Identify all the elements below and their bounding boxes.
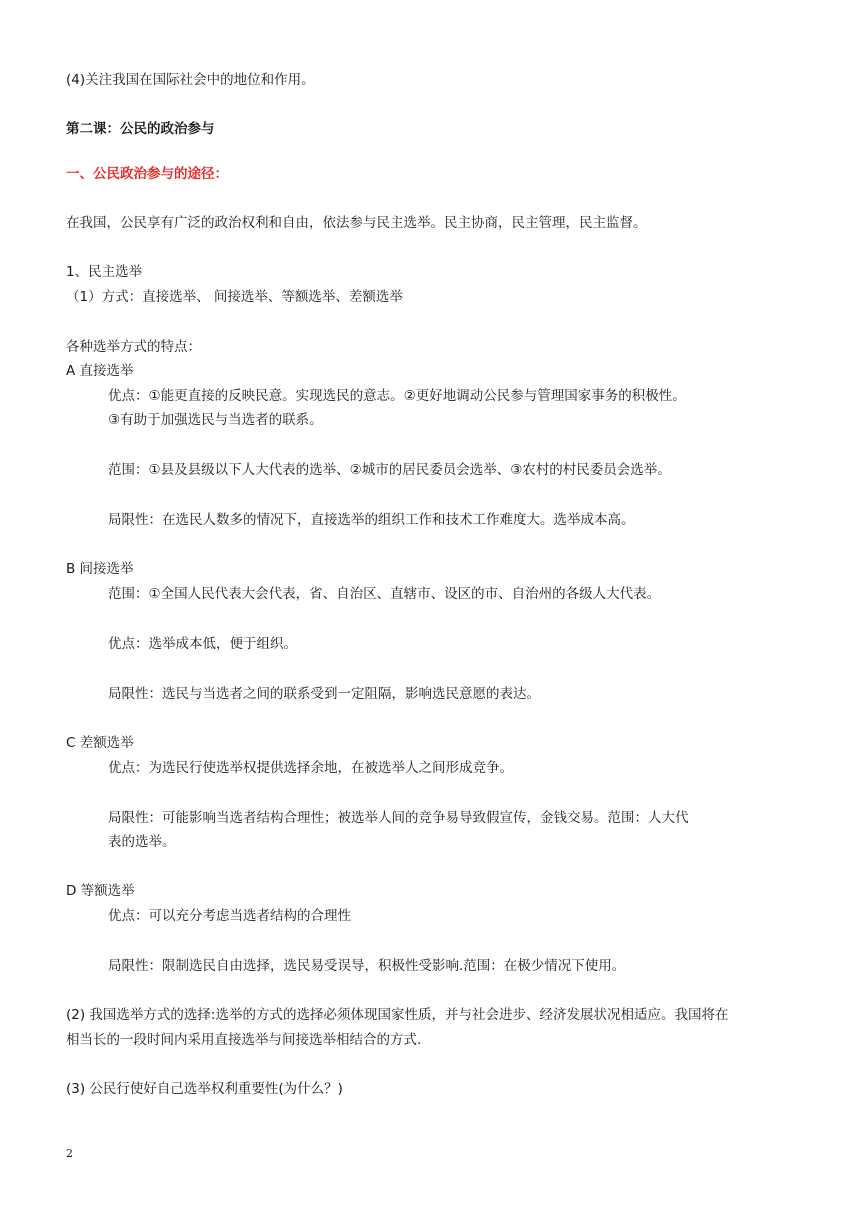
item2-paragraph-cont: 相当长的一段时间内采用直接选举与间接选举相结合的方式. — [66, 1032, 422, 1048]
equal-election-advantages: 优点：可以充分考虑当选者结构的合理性 — [108, 908, 351, 924]
equal-election-limitation: 局限性：限制选民自由选择，选民易受误导，积极性受影响.范围：在极少情况下使用。 — [108, 958, 626, 974]
features-title: 各种选举方式的特点： — [66, 339, 201, 355]
competitive-election-limitation-cont: 表的选举。 — [108, 834, 176, 850]
intro-paragraph: 在我国，公民享有广泛的政治权利和自由，依法参与民主选举。民主协商，民主管理，民主监督。 — [66, 215, 647, 231]
direct-election-advantages-cont: ③有助于加强选民与当选者的联系。 — [108, 412, 323, 428]
indirect-election-scope: 范围：①全国人民代表大会代表，省、自治区、直辖市、设区的市、自治州的各级人大代表。 — [108, 586, 661, 602]
direct-election-limitation: 局限性：在选民人数多的情况下，直接选举的组织工作和技术工作难度大。选举成本高。 — [108, 512, 635, 528]
competitive-election-title: C 差额选举 — [66, 735, 134, 751]
lesson-title: 第二课：公民的政治参与 — [66, 121, 215, 137]
indirect-election-limitation: 局限性：选民与当选者之间的联系受到一定阻隔，影响选民意愿的表达。 — [108, 686, 540, 702]
item1-title: 1、民主选举 — [66, 264, 143, 280]
item2-paragraph: (2) 我国选举方式的选择:选举的方式的选择必须体现国家性质，并与社会进步、经济发展状况相适应。我国将在 — [66, 1007, 729, 1023]
equal-election-title: D 等额选举 — [66, 883, 135, 899]
direct-election-title: A 直接选举 — [66, 363, 134, 379]
paragraph-line: (4)关注我国在国际社会中的地位和作用。 — [66, 72, 315, 88]
page-number: 2 — [66, 1147, 73, 1160]
competitive-election-advantages: 优点：为选民行使选举权提供选择余地，在被选举人之间形成竞争。 — [108, 760, 513, 776]
item3-paragraph: (3) 公民行使好自己选举权利重要性(为什么？) — [66, 1081, 343, 1097]
indirect-election-title: B 间接选举 — [66, 561, 134, 577]
direct-election-scope: 范围：①县及县级以下人大代表的选举、②城市的居民委员会选举、③农村的村民委员会选举。 — [108, 462, 671, 478]
section-heading: 一、公民政治参与的途径： — [66, 166, 228, 182]
item1-methods: （1）方式：直接选举、 间接选举、等额选举、差额选举 — [66, 289, 403, 305]
competitive-election-limitation: 局限性：可能影响当选者结构合理性；被选举人间的竞争易导致假宣传，金钱交易。范围：人大代 — [108, 810, 689, 826]
direct-election-advantages: 优点：①能更直接的反映民意。实现选民的意志。②更好地调动公民参与管理国家事务的积极性。 — [108, 388, 686, 404]
indirect-election-advantages: 优点：选举成本低，便于组织。 — [108, 636, 297, 652]
